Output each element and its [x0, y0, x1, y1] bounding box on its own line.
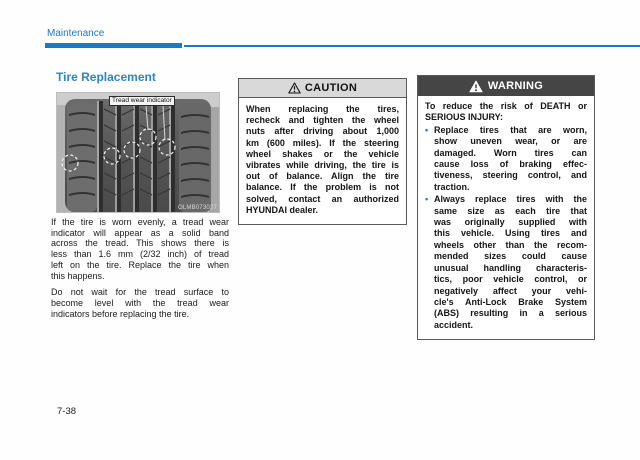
warning-bullet-1	[425, 125, 587, 193]
tire-figure	[56, 92, 220, 213]
caution-triangle-icon	[288, 82, 301, 94]
caution-title: CAUTION	[304, 82, 358, 94]
bullet-marker: •	[425, 194, 429, 205]
figure-code: OLMB073027	[177, 205, 217, 211]
warning-body	[418, 96, 594, 339]
warning-bullet-2-text: Always replace tires with the same size as each tire that was originally supplied with this vehicle. Using tires and wheels other than the recom- mended sizes could cause unusual handling characteris- tics, poor vehicle control, or negatively affect your vehi- cle's Anti-Lock Brake System (ABS) resulting in a serious accident.	[434, 194, 587, 330]
body-paragraph-2: Do not wait for the tread surface to become level with the tread wear indicators before replacing the tire.	[51, 287, 229, 319]
warning-bullet-2	[425, 194, 587, 331]
body-text	[51, 217, 229, 319]
section-title: Tire Replacement	[56, 70, 156, 84]
body-paragraph-1: If the tire is worn evenly, a tread wear indicator will appear as a solid band across the tread. This shows there is less than 1.6 mm (2/32 inch) of tread left on the tire. Replace the tire when this happens.	[51, 217, 229, 281]
bullet-marker: •	[425, 124, 429, 135]
warning-box	[417, 75, 595, 340]
page-number: 7-38	[57, 406, 77, 417]
caution-header	[239, 79, 406, 98]
tire-photo	[57, 93, 219, 212]
header-rule-thick	[45, 43, 182, 48]
figure-callout-label: Tread wear indicator	[109, 96, 175, 106]
caution-body: When replacing the tires, recheck and tighten the wheel nuts after driving about 1,000 km (600 miles). If the steering wheel shakes or the vehicle vibrates while driving, the tire is out of balance. Align the tire balance. If the problem is not solved, contact an authorized HYUNDAI dealer.	[246, 104, 399, 215]
warning-triangle-icon	[469, 80, 483, 93]
warning-bullet-1-text: Replace tires that are worn, show uneven wear, or are damaged. Worn tires can cause loss of braking effec- tiveness, steering control, and traction.	[434, 124, 587, 192]
chapter-title: Maintenance	[47, 28, 105, 39]
warning-intro: To reduce the risk of DEATH or SERIOUS INJURY:	[425, 101, 587, 123]
header-rule-thin	[184, 45, 640, 47]
warning-header	[418, 76, 594, 96]
warning-title: WARNING	[487, 80, 544, 92]
caution-box	[238, 78, 407, 225]
